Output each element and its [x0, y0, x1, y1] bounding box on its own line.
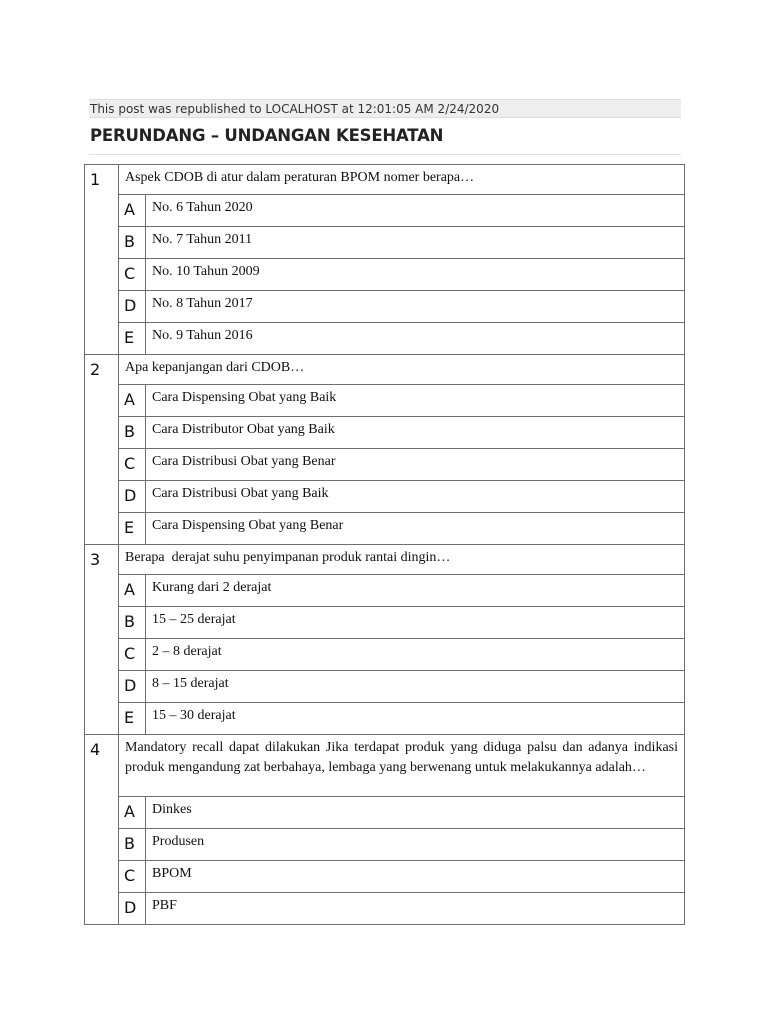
option-row [85, 797, 685, 829]
option-row [85, 291, 685, 323]
option-row [85, 323, 685, 355]
question-row [85, 735, 685, 797]
option-text: No. 6 Tahun 2020 [146, 195, 685, 227]
question-number: 1 [85, 165, 119, 355]
question-text: Mandatory recall dapat dilakukan Jika terdapat produk yang diduga palsu dan adanya indikasi produk mengandung zat berbahaya, lembaga yang berwenang untuk melakukannya adalah… [119, 735, 685, 797]
option-letter: D [119, 671, 146, 703]
option-letter: E [119, 703, 146, 735]
option-text: 15 – 25 derajat [146, 607, 685, 639]
option-letter: B [119, 607, 146, 639]
option-letter: C [119, 449, 146, 481]
option-text: 2 – 8 derajat [146, 639, 685, 671]
option-row [85, 385, 685, 417]
question-number: 2 [85, 355, 119, 545]
option-row [85, 481, 685, 513]
option-letter: D [119, 893, 146, 925]
option-letter: A [119, 797, 146, 829]
document-title: PERUNDANG – UNDANGAN KESEHATAN [90, 126, 444, 145]
option-letter: E [119, 513, 146, 545]
option-letter: D [119, 291, 146, 323]
option-row [85, 417, 685, 449]
option-text: 8 – 15 derajat [146, 671, 685, 703]
option-text: Cara Dispensing Obat yang Baik [146, 385, 685, 417]
question-row [85, 545, 685, 575]
option-row [85, 639, 685, 671]
option-row [85, 575, 685, 607]
option-row [85, 829, 685, 861]
option-letter: C [119, 259, 146, 291]
option-text: No. 9 Tahun 2016 [146, 323, 685, 355]
question-number: 4 [85, 735, 119, 925]
question-text: Apa kepanjangan dari CDOB… [119, 355, 685, 385]
option-text: Produsen [146, 829, 685, 861]
option-row [85, 259, 685, 291]
option-text: No. 8 Tahun 2017 [146, 291, 685, 323]
option-text: Cara Distribusi Obat yang Benar [146, 449, 685, 481]
option-row [85, 893, 685, 925]
option-row [85, 227, 685, 259]
option-text: BPOM [146, 861, 685, 893]
option-letter: A [119, 575, 146, 607]
option-text: PBF [146, 893, 685, 925]
option-text: Dinkes [146, 797, 685, 829]
option-letter: A [119, 385, 146, 417]
question-row [85, 355, 685, 385]
option-text: No. 10 Tahun 2009 [146, 259, 685, 291]
option-row [85, 607, 685, 639]
question-text: Aspek CDOB di atur dalam peraturan BPOM nomer berapa… [119, 165, 685, 195]
question-number: 3 [85, 545, 119, 735]
option-text: Kurang dari 2 derajat [146, 575, 685, 607]
option-letter: E [119, 323, 146, 355]
option-letter: C [119, 639, 146, 671]
question-row [85, 165, 685, 195]
option-row [85, 861, 685, 893]
title-divider [89, 154, 681, 155]
option-row [85, 703, 685, 735]
option-text: 15 – 30 derajat [146, 703, 685, 735]
option-text: No. 7 Tahun 2011 [146, 227, 685, 259]
option-letter: D [119, 481, 146, 513]
option-letter: C [119, 861, 146, 893]
option-row [85, 449, 685, 481]
option-letter: B [119, 829, 146, 861]
quiz-table [84, 164, 685, 925]
option-text: Cara Distributor Obat yang Baik [146, 417, 685, 449]
option-row [85, 671, 685, 703]
option-text: Cara Dispensing Obat yang Benar [146, 513, 685, 545]
option-text: Cara Distribusi Obat yang Baik [146, 481, 685, 513]
option-row [85, 195, 685, 227]
question-text: Berapa derajat suhu penyimpanan produk rantai dingin… [119, 545, 685, 575]
option-letter: B [119, 227, 146, 259]
option-letter: A [119, 195, 146, 227]
option-row [85, 513, 685, 545]
option-letter: B [119, 417, 146, 449]
republish-notice: This post was republished to LOCALHOST at 12:01:05 AM 2/24/2020 [89, 99, 681, 118]
